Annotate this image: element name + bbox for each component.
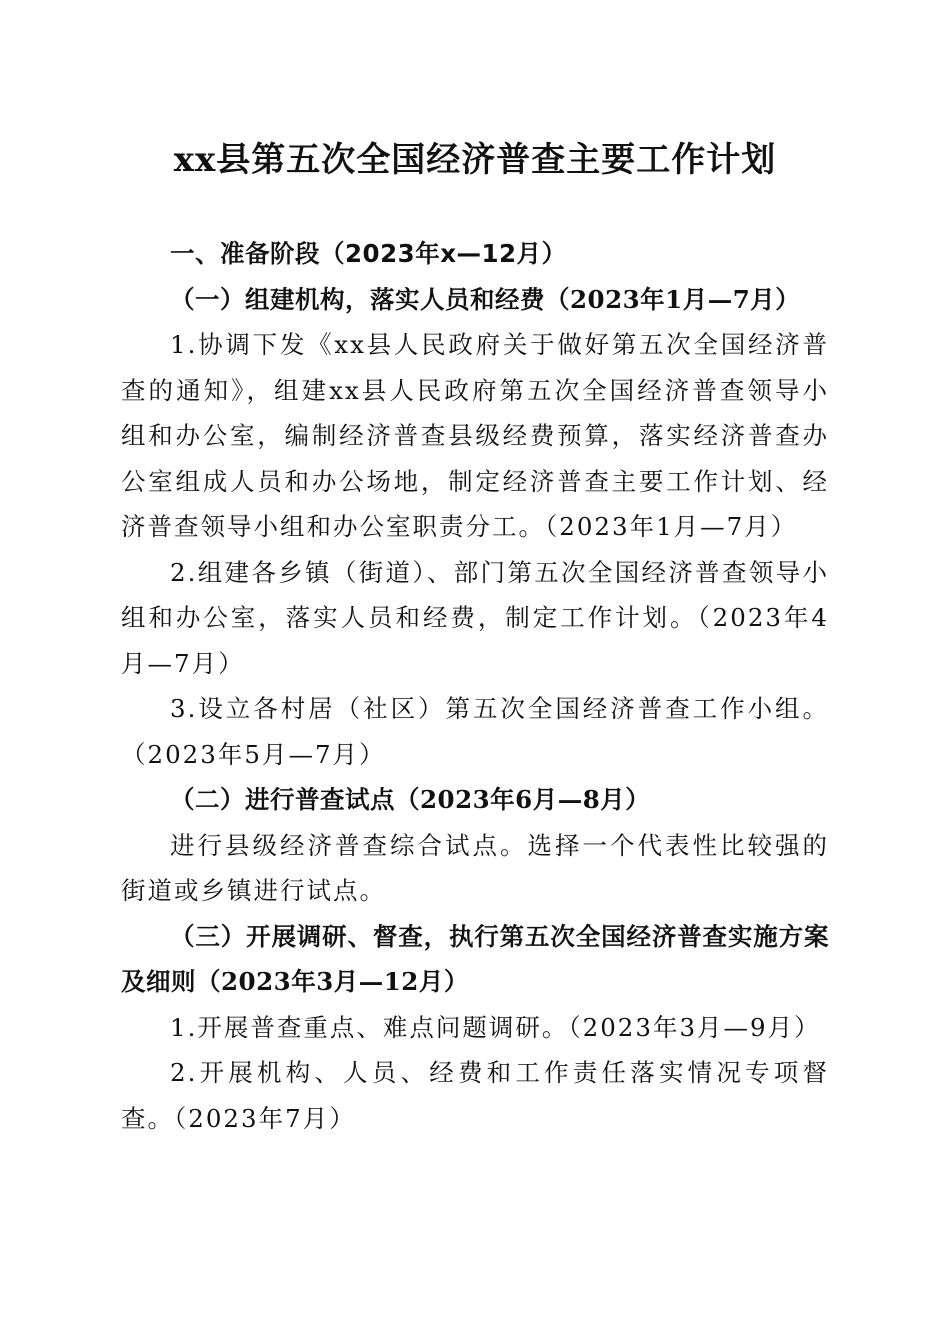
subsection-heading-pilot: （二）进行普查试点（2023年6月—8月）: [170, 785, 651, 814]
subsection-heading-organization: （一）组建机构，落实人员和经费（2023年1月—7月）: [170, 284, 801, 314]
paragraph-pilot: 进行县级经济普查综合试点。选择一个代表性比较强的街道或乡镇进行试点。: [121, 830, 829, 905]
list-item: 2.组建各乡镇（街道）、部门第五次全国经济普查领导小组和办公室，落实人员和经费，制定工作计划。（2023年4月—7月）: [121, 557, 829, 678]
list-item: 1.开展普查重点、难点问题调研。（2023年3月—9月）: [170, 1012, 821, 1042]
list-item: 2.开展机构、人员、经费和工作责任落实情况专项督查。（2023年7月）: [121, 1058, 829, 1133]
list-item: 1.协调下发《xx县人民政府关于做好第五次全国经济普查的通知》，组建xx县人民政府第五次全国经济普查领导小组和办公室，编制经济普查县级经费预算，落实经济普查办公室组成人员和办公场地，制定经济普查主要工作计划、经济普查领导小组和办公室职责分工。（2023年1月—7月）: [121, 330, 829, 541]
document-body: [121, 231, 829, 1141]
section-heading-preparation: 一、准备阶段（2023年x—12月）: [170, 239, 567, 268]
document-title: xx县第五次全国经济普查主要工作计划: [173, 140, 777, 180]
subsection-heading-research: （三）开展调研、督查，执行第五次全国经济普查实施方案及细则（2023年3月—12月）: [121, 921, 829, 996]
list-item: 3.设立各村居（社区）第五次全国经济普查工作小组。（2023年5月—7月）: [121, 694, 829, 769]
